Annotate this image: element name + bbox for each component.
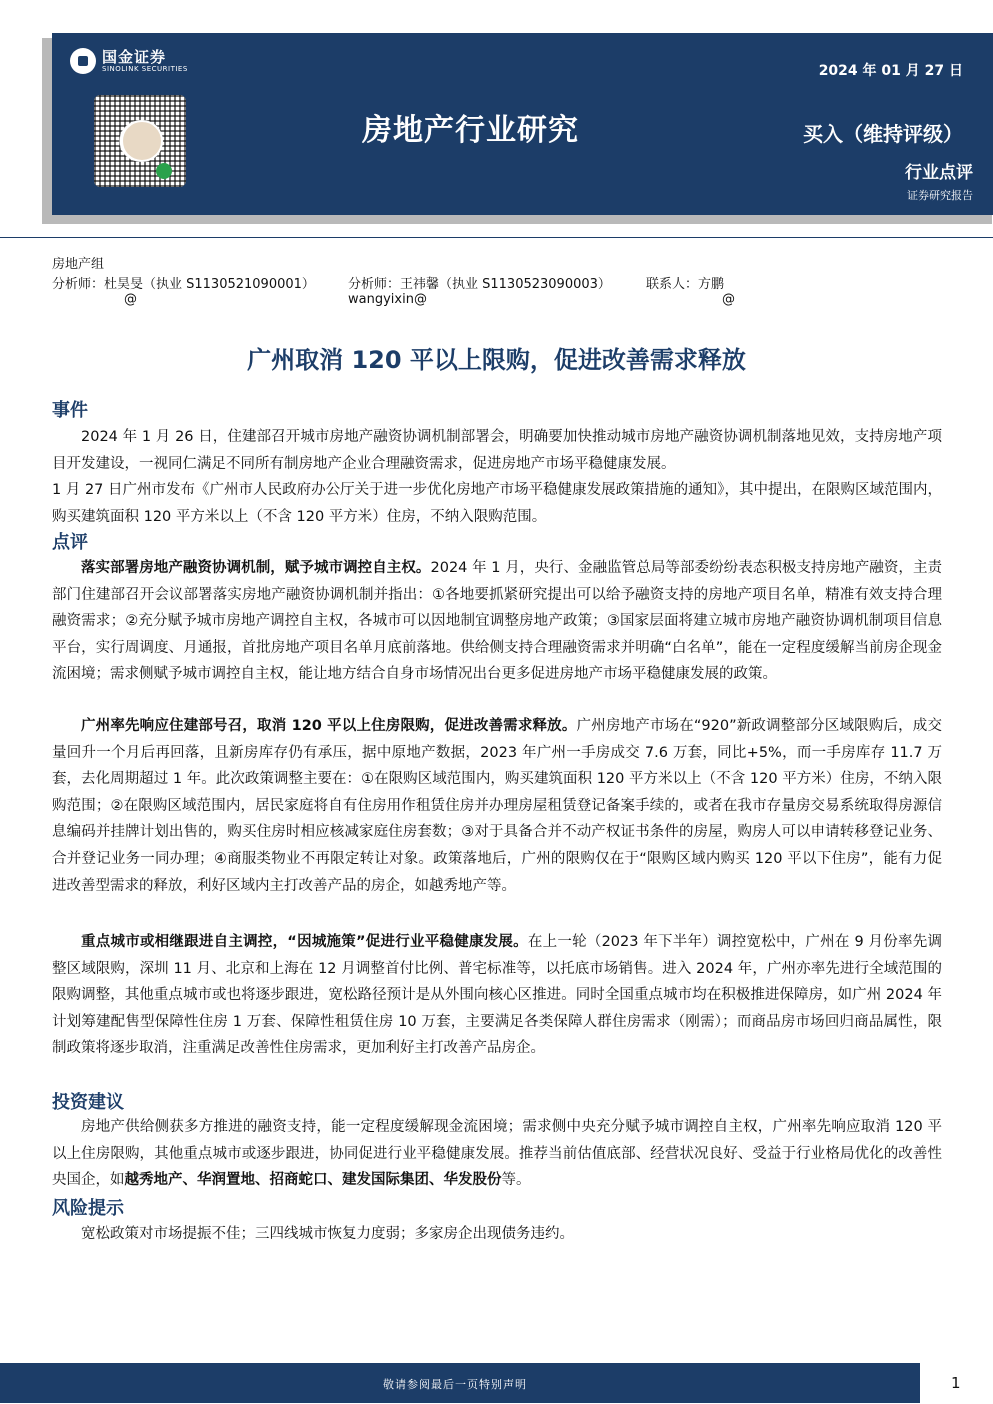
- review-paragraph-1: [52, 555, 942, 688]
- report-date: 2024 年 01 月 27 日: [818, 63, 963, 79]
- section-heading-risk: 风险提示: [52, 1198, 124, 1219]
- document-title: 广州取消 120 平以上限购，促进改善需求释放: [247, 346, 746, 374]
- analyst-2: 分析师：王祎馨（执业 S1130523090003）: [348, 277, 611, 292]
- section-heading-event: 事件: [52, 400, 88, 421]
- review-p3-lead: 重点城市或相继跟进自主调控，“因城施策”促进行业平稳健康发展。: [81, 934, 528, 950]
- review-p1-body: 2024 年 1 月，央行、金融监管总局等部委纷纷表态积极支持房地产融资，主责部门住建部召开会议部署落实房地产融资协调机制并指出：①各地要抓紧研究提出可以给予融资支持的房地产项目名单，精准有效支持合理融资需求；②充分赋予城市房地产调控自主权，各城市可以因地制宜调整房地产政策；③国家层面将建立城市房地产融资协调机制项目信息平台，实行周调度、月通报，首批房地产项目名单月底前落地。供给侧支持合理融资需求并明确“白名单”，能在一定程度缓解当前房企现金流困境；需求侧赋予城市调控自主权，能让地方结合自身市场情况出台更多促进房地产市场平稳健康发展的政策。: [52, 560, 943, 683]
- report-type: 行业点评: [905, 163, 973, 183]
- logo-name-cn: 国金证券: [102, 47, 167, 66]
- logo-name-en: SINOLINK SECURITIES: [102, 64, 188, 73]
- review-paragraph-3: [52, 929, 942, 1062]
- contact: 联系人：方鹏: [646, 277, 725, 292]
- group-label: 房地产组: [52, 257, 105, 272]
- risk-paragraph: 宽松政策对市场提振不佳；三四线城市恢复力度弱；多家房企出现债务违约。: [81, 1226, 574, 1242]
- report-industry-title: 房地产行业研究: [362, 113, 579, 148]
- advice-tail: 等。: [501, 1172, 531, 1189]
- review-p1-lead: 落实部署房地产融资协调机制，赋予城市调控自主权。: [81, 560, 431, 576]
- contact-email[interactable]: @: [722, 292, 735, 307]
- event-paragraph-1: 2024 年 1 月 26 日，住建部召开城市房地产融资协调机制部署会，明确要加快推动城市房地产融资协调机制落地见效，支持房地产项目开发建设，一视同仁满足不同所有制房地产企业合理融资需求，促进房地产市场平稳健康发展。: [52, 429, 942, 472]
- page-number: 1: [951, 1374, 961, 1392]
- review-paragraph-2: [52, 713, 942, 899]
- mini-program-icon: [156, 163, 172, 179]
- footer-disclaimer-link[interactable]: 敬请参阅最后一页特别声明: [383, 1378, 527, 1391]
- advice-body: 房地产供给侧获多方推进的融资支持，能一定程度缓解现金流困境；需求侧中央充分赋予城市调控自主权，广州率先响应取消 120 平以上住房限购，其他重点城市或逐步跟进，协同促进行业平稳健康发展。推荐当前估值底部、经营状况良好、受益于行业格局优化的改善性央国企，如: [52, 1119, 942, 1189]
- section-heading-review: 点评: [52, 532, 88, 553]
- analyst-1: 分析师：杜昊旻（执业 S1130521090001）: [52, 277, 315, 292]
- section-heading-advice: 投资建议: [52, 1092, 124, 1113]
- report-class: 证券研究报告: [907, 189, 973, 202]
- company-logo: [70, 45, 188, 77]
- analyst-1-email[interactable]: @: [124, 292, 137, 307]
- review-p3-body: 在上一轮（2023 年下半年）调控宽松中，广州在 9 月份率先调整区域限购，深圳 11 月、北京和上海在 12 月调整首付比例、普宅标准等，以托底市场销售。进入 2024 年，广州亦率先进行全域范围的限购调整，其他重点城市或也将逐步跟进，宽松路径预计是从外围向核心区推进。同时全国重点城市均在积极推进保障房，如广州 2024 年计划筹建配售型保障性住房 1 万套、保障性租赁住房 10 万套，主要满足各类保障人群住房需求（刚需）；而商品房市场回归商品属性，限制政策将逐步取消，注重满足改善性住房需求，更加利好主打改善产品房企。: [52, 934, 942, 1057]
- analyst-2-email[interactable]: wangyixin@: [348, 292, 427, 307]
- rating: 买入（维持评级）: [803, 122, 963, 146]
- advice-picks: 越秀地产、华润置地、招商蛇口、建发国际集团、华发股份: [124, 1172, 502, 1189]
- header-divider: [0, 237, 993, 238]
- review-p2-lead: 广州率先响应住建部号召，取消 120 平以上住房限购，促进改善需求释放。: [81, 718, 577, 734]
- qr-center-logo-icon: [121, 120, 163, 162]
- review-p2-body: 广州房地产市场在“920”新政调整部分区域限购后，成交量回升一个月后再回落，且新房库存仍有承压，据中原地产数据，2023 年广州一手房成交 7.6 万套，同比+5%，而一手房库存 11.7 万套，去化周期超过 1 年。此次政策调整主要在：①在限购区域范围内，购买建筑面积 120 平方米以上（不含 120 平方米）住房，不纳入限购范围；②在限购区域范围内，居民家庭将自有住房用作租赁住房并办理房屋租赁登记备案手续的，或者在我市存量房交易系统取得房源信息编码并挂牌计划出售的，购买住房时相应核减家庭住房套数；③对于具备合并不动产权证书条件的房屋，购房人可以申请转移登记业务、合并登记业务一同办理；④商服类物业不再限定转让对象。政策落地后，广州的限购仅在于“限购区域内购买 120 平以下住房”，能有力促进改善型需求的释放，利好区域内主打改善产品的房企，如越秀地产等。: [52, 718, 942, 894]
- event-paragraph-2: 1 月 27 日广州市发布《广州市人民政府办公厅关于进一步优化房地产市场平稳健康发展政策措施的通知》，其中提出，在限购区域范围内，购买建筑面积 120 平方米以上（不含 120 平方米）住房，不纳入限购范围。: [52, 482, 942, 525]
- logo-icon: [70, 48, 96, 74]
- advice-paragraph: [52, 1114, 942, 1194]
